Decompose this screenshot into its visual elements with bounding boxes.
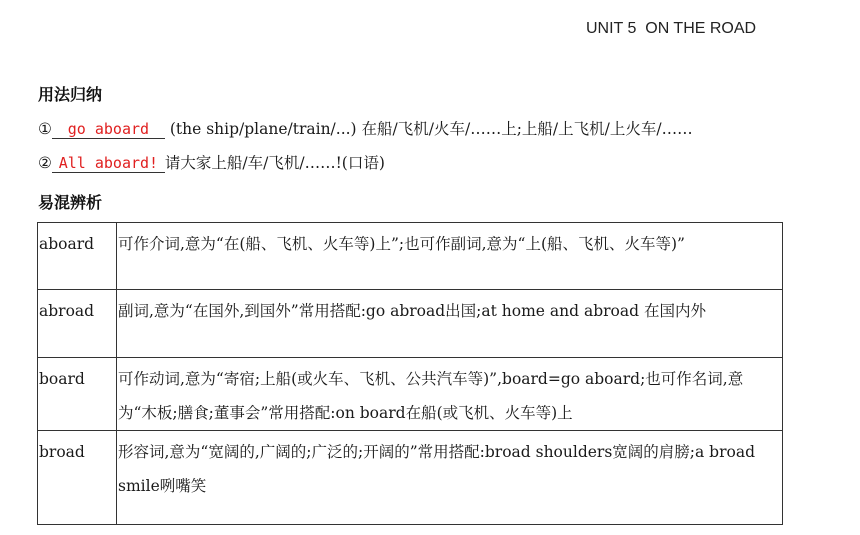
word-cell: broad: [38, 431, 117, 525]
definition-cell: 形容词,意为“宽阔的,广阔的;广泛的;开阔的”常用搭配:broad shoulders宽阔的肩膀;a broad smile咧嘴笑: [117, 431, 783, 525]
answer-blank: All aboard!: [52, 155, 165, 173]
definition-cell: 可作介词,意为“在(船、飞机、火车等)上”;也可作副词,意为“上(船、飞机、火车等)”: [117, 223, 783, 290]
item-text: (the ship/plane/train/...) 在船/飞机/火车/……上;上船/上飞机/上火车/……: [164, 120, 693, 138]
table-row: [38, 290, 783, 358]
unit-header: UNIT 5 ON THE ROAD: [586, 20, 757, 37]
definition-cell: 副词,意为“在国外,到国外”常用搭配:go abroad出国;at home and abroad 在国内外: [117, 290, 783, 358]
table-row: [38, 223, 783, 290]
usage-heading: 用法归纳: [38, 85, 103, 104]
item-text: 请大家上船/车/飞机/……!(口语): [164, 154, 385, 172]
answer-blank: go aboard: [52, 121, 165, 139]
comparison-table: [37, 222, 783, 525]
item-marker: ②: [38, 154, 52, 172]
definition-cell: 可作动词,意为“寄宿;上船(或火车、飞机、公共汽车等)”,board=go aboard;也可作名词,意为“木板;膳食;董事会”常用搭配:on board在船(或飞机、火车等)上: [117, 358, 783, 431]
table-row: [38, 358, 783, 431]
table-row: [38, 431, 783, 525]
word-cell: board: [38, 358, 117, 431]
item-marker: ①: [38, 120, 52, 138]
confusion-heading: 易混辨析: [38, 193, 103, 212]
usage-item-1: [38, 117, 693, 139]
word-cell: abroad: [38, 290, 117, 358]
word-cell: aboard: [38, 223, 117, 290]
usage-item-2: [38, 151, 385, 173]
